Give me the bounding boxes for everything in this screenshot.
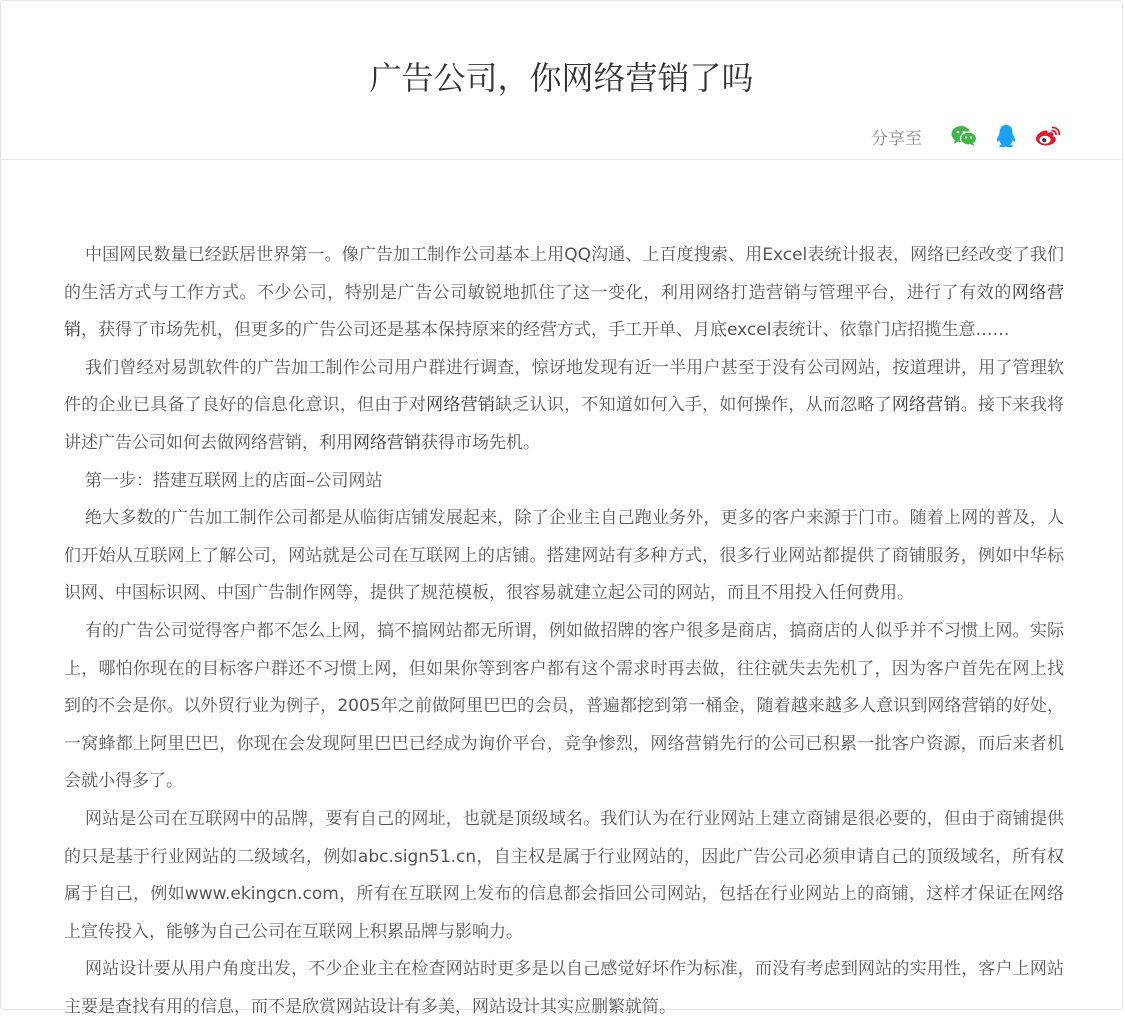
wechat-share-button[interactable] xyxy=(950,123,978,149)
paragraph-text: 获得市场先机。 xyxy=(421,432,540,453)
paragraph: 绝大多数的广告加工制作公司都是从临街店铺发展起来，除了企业主自己跑业务外，更多的客户来源于门市。随着上网的普及，人们开始从互联网上了解公司，网站就是公司在互联网上的店铺。搭建网站有多种方式，很多行业网站都提供了商铺服务，例如中华标识网、中国标识网、中国广告制作网等，提供了规范模板，很容易就建立起公司的网站，而且不用投入任何费用。 xyxy=(64,508,1064,604)
weibo-icon xyxy=(1035,125,1061,147)
paragraph xyxy=(64,237,1064,350)
paragraph: 有的广告公司觉得客户都不怎么上网，搞不搞网站都无所谓，例如做招牌的客户很多是商店，搞商店的人似乎并不习惯上网。实际上，哪怕你现在的目标客户群还不习惯上网，但如果你等到客户都有这个需求时再去做，往往就失去先机了，因为客户首先在网上找到的不会是你。以外贸行业为例子，2005年之前做阿里巴巴的会员，普遍都挖到第一桶金，随着越来越多人意识到网络营销的好处，一窝蜂都上阿里巴巴，你现在会发现阿里巴巴已经成为询价平台，竞争惨烈，网络营销先行的公司已积累一批客户资源，而后来者机会就小得多了。 xyxy=(64,620,1064,792)
paragraph xyxy=(64,350,1064,463)
section-heading: 第一步：搭建互联网上的店面–公司网站 xyxy=(85,470,383,491)
weibo-share-button[interactable] xyxy=(1034,123,1062,149)
qq-icon xyxy=(995,124,1017,148)
article-body xyxy=(64,237,1064,1026)
article-header xyxy=(1,1,1122,160)
keyword-link[interactable]: 网络营销 xyxy=(891,395,961,416)
paragraph-text: 中国网民数量已经跃居世界第一。像广告加工制作公司基本上用QQ沟通、上百度搜索、用Excel表统计报表，网络已经改变了我们的生活方式与工作方式。不少公司，特别是广告公司敏锐地抓住了这一变化，利用网络打造营销与管理平台，进行了有效的 xyxy=(64,245,1064,303)
article-title: 广告公司，你网络营销了吗 xyxy=(369,59,754,97)
keyword-link[interactable]: 网络营销 xyxy=(353,432,421,453)
share-label: 分享至 xyxy=(871,128,922,149)
paragraph: 网站是公司在互联网中的品牌，要有自己的网址，也就是顶级域名。我们认为在行业网站上建立商铺是很必要的，但由于商铺提供的只是基于行业网站的二级域名，例如abc.sign51.cn，自主权是属于行业网站的，因此广告公司必须申请自己的顶级域名，所有权属于自己，例如www.ekingcn.com，所有在互联网上发布的信息都会指回公司网站，包括在行业网站上的商铺，这样才保证在网络上宣传投入，能够为自己公司在互联网上积累品牌与影响力。 xyxy=(64,808,1064,942)
paragraph-text: 缺乏认识，不知道如何入手，如何操作，从而忽略了 xyxy=(495,395,892,416)
paragraph-text: 。接下来我将讲述广告公司如何去做网络营销，利用 xyxy=(64,395,1065,453)
paragraph: 网站设计要从用户角度出发，不少企业主在检查网站时更多是以自己感觉好坏作为标准，而没有考虑到网站的实用性，客户上网站主要是查找有用的信息，而不是欣赏网站设计有多美，网站设计其实应删繁就简。 xyxy=(64,959,1064,1017)
paragraph-text: ，获得了市场先机，但更多的广告公司还是基本保持原来的经营方式，手工开单、月底excel表统计、依靠门店招揽生意…… xyxy=(81,320,1010,341)
share-bar xyxy=(871,123,1062,149)
paragraph-text: 我们曾经对易凯软件的广告加工制作公司用户群进行调查，惊讶地发现有近一半用户甚至于没有公司网站，按道理讲，用了管理软件的企业已具备了良好的信息化意识，但由于对 xyxy=(64,357,1064,416)
keyword-link[interactable]: 网络营销 xyxy=(64,282,1064,341)
keyword-link[interactable]: 网络营销 xyxy=(426,395,496,416)
wechat-icon xyxy=(951,125,977,147)
qq-share-button[interactable] xyxy=(992,123,1020,149)
